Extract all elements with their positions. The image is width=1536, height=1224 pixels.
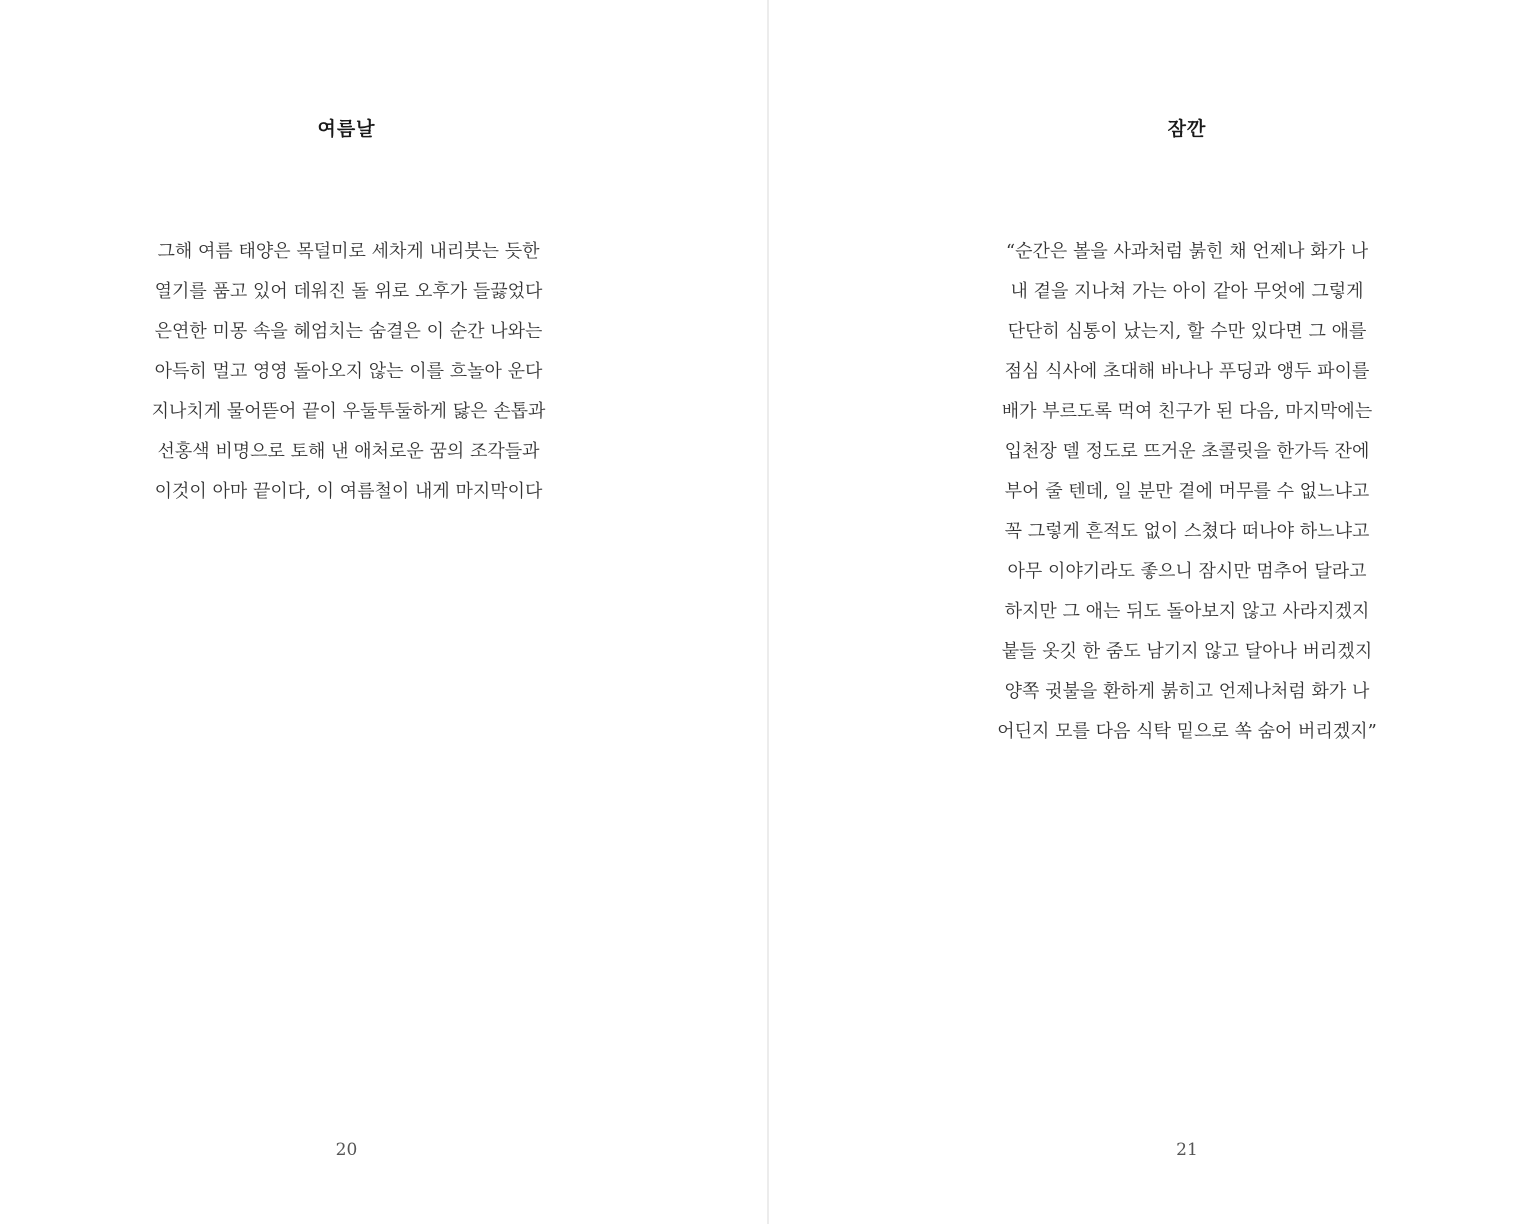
left-page [0,0,767,1224]
poem-line: 선홍색 비명으로 토해 낸 애처로운 꿈의 조각들과 [157,441,540,462]
page-title: 잠깐 [1167,118,1207,140]
poem-line: 어딘지 모를 다음 식탁 밑으로 쏙 숨어 버리겠지” [997,721,1377,742]
poem-text [769,232,1536,752]
poem-line: 꼭 그렇게 흔적도 없이 스쳤다 떠나야 하느냐고 [1004,521,1370,542]
poem-line: 이것이 아마 끝이다, 이 여름철이 내게 마지막이다 [154,481,543,502]
poem-line: 열기를 품고 있어 데워진 돌 위로 오후가 들끓었다 [154,281,543,302]
poem-line: 내 곁을 지나쳐 가는 아이 같아 무엇에 그렇게 [1010,281,1364,302]
poem-line: 양쪽 귓불을 환하게 붉히고 언제나처럼 화가 나 [1004,681,1370,702]
right-page [769,0,1536,1224]
poem-line: 입천장 델 정도로 뜨거운 초콜릿을 한가득 잔에 [1004,441,1370,462]
poem-line: “순간은 볼을 사과처럼 붉힌 채 언제나 화가 나 [1005,241,1369,262]
poem-line: 부어 줄 텐데, 일 분만 곁에 머무를 수 없느냐고 [1004,481,1370,502]
poem-line: 점심 식사에 초대해 바나나 푸딩과 앵두 파이를 [1004,361,1370,382]
poem-line: 단단히 심통이 났는지, 할 수만 있다면 그 애를 [1007,321,1367,342]
poem-text [0,232,695,512]
poem-line: 아무 이야기라도 좋으니 잠시만 멈추어 달라고 [1007,561,1367,582]
poem-line: 하지만 그 애는 뒤도 돌아보지 않고 사라지겠지 [1004,601,1370,622]
page-title: 여름날 [317,118,376,140]
poem-line: 아득히 멀고 영영 돌아오지 않는 이를 흐놀아 운다 [154,361,543,382]
poem-line: 은연한 미몽 속을 헤엄치는 숨결은 이 순간 나와는 [154,321,543,342]
poem-line: 지나치게 물어뜯어 끝이 우둘투둘하게 닳은 손톱과 [151,401,546,422]
poem-line: 붙들 옷깃 한 줌도 남기지 않고 달아나 버리겠지 [1001,641,1373,662]
page-number: 21 [1176,1140,1198,1160]
poem-line: 그해 여름 태양은 목덜미로 세차게 내리붓는 듯한 [157,241,540,262]
page-number: 20 [335,1140,358,1160]
poem-line: 배가 부르도록 먹여 친구가 된 다음, 마지막에는 [1001,401,1373,422]
